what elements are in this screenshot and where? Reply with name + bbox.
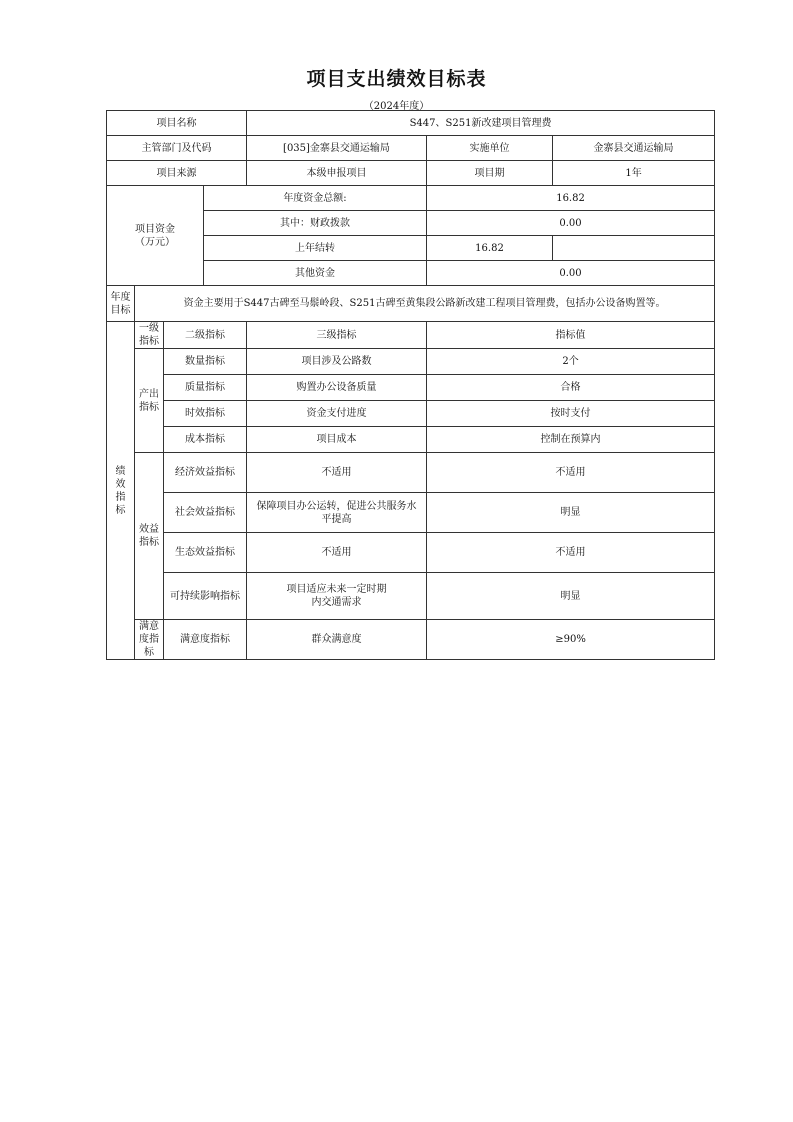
output-label-line2: 指标 bbox=[139, 401, 159, 413]
annual-goal-label-line2: 目标 bbox=[110, 304, 131, 316]
level2-cell: 可持续影响指标 bbox=[164, 573, 247, 620]
level2-cell: 满意度指标 bbox=[164, 620, 247, 660]
indicator-row bbox=[107, 375, 715, 401]
page-title: 项目支出绩效目标表 bbox=[306, 68, 487, 90]
annual-goal-label bbox=[107, 286, 135, 322]
level3-cell bbox=[247, 453, 427, 493]
funds-fiscal-value: 0.00 bbox=[427, 211, 715, 236]
level2-header: 二级指标 bbox=[164, 322, 247, 349]
benefit-indicator-label bbox=[135, 453, 164, 620]
impl-unit-label: 实施单位 bbox=[427, 136, 553, 161]
period-value: 1年 bbox=[553, 161, 715, 186]
level2-cell: 成本指标 bbox=[164, 427, 247, 453]
level3-cell: 项目涉及公路数 bbox=[247, 349, 427, 375]
impl-unit-value: 金寨县交通运输局 bbox=[553, 136, 715, 161]
level3-line1: 不适用 bbox=[321, 547, 352, 558]
fiscal-year: （2024年度） bbox=[363, 101, 430, 112]
level3-cell bbox=[247, 493, 427, 533]
level3-header: 三级指标 bbox=[247, 322, 427, 349]
level2-cell: 经济效益指标 bbox=[164, 453, 247, 493]
level2-cell: 数量指标 bbox=[164, 349, 247, 375]
level3-cell: 购置办公设备质量 bbox=[247, 375, 427, 401]
funds-carryover-value: 16.82 bbox=[427, 236, 553, 261]
indicator-row bbox=[107, 533, 715, 573]
satisfaction-indicator-label bbox=[135, 620, 164, 660]
value-cell: 合格 bbox=[427, 375, 715, 401]
value-cell: 不适用 bbox=[427, 453, 715, 493]
funds-other-value: 0.00 bbox=[427, 261, 715, 286]
indicator-row bbox=[107, 349, 715, 375]
value-cell: 控制在预算内 bbox=[427, 427, 715, 453]
funds-carryover-label: 上年结转 bbox=[204, 236, 427, 261]
perf-label-char-4: 标 bbox=[115, 504, 126, 516]
value-cell: 不适用 bbox=[427, 533, 715, 573]
perf-label-char-1: 绩 bbox=[115, 465, 126, 477]
annual-goal-text: 资金主要用于S447古碑至马鬃岭段、S251古碑至黄集段公路新改建工程项目管理费，包括办公设备购置等。 bbox=[135, 286, 715, 322]
annual-goal-row bbox=[107, 286, 715, 322]
level1-header-line1: 一级 bbox=[139, 323, 159, 334]
value-cell: 按时支付 bbox=[427, 401, 715, 427]
funds-total-value: 16.82 bbox=[427, 186, 715, 211]
department-label: 主管部门及代码 bbox=[107, 136, 247, 161]
funds-other-label: 其他资金 bbox=[204, 261, 427, 286]
project-funds-label-line1: 项目资金 bbox=[135, 223, 175, 235]
level2-cell: 时效指标 bbox=[164, 401, 247, 427]
level3-line1: 不适用 bbox=[321, 467, 352, 478]
satisfaction-label-line2: 度指 bbox=[139, 634, 159, 645]
benefit-label-line2: 指标 bbox=[139, 537, 159, 548]
satisfaction-label-line3: 标 bbox=[144, 647, 154, 658]
benefit-label-line1: 效益 bbox=[139, 524, 159, 535]
indicator-row bbox=[107, 493, 715, 533]
level1-header bbox=[135, 322, 164, 349]
level3-cell: 群众满意度 bbox=[247, 620, 427, 660]
performance-target-table bbox=[106, 110, 715, 660]
source-row bbox=[107, 161, 715, 186]
value-cell: 明显 bbox=[427, 493, 715, 533]
performance-indicator-label bbox=[107, 322, 135, 660]
department-row bbox=[107, 136, 715, 161]
satisfaction-row bbox=[107, 620, 715, 660]
annual-goal-label-line1: 年度 bbox=[110, 291, 131, 303]
output-indicator-label bbox=[135, 349, 164, 453]
indicator-row bbox=[107, 401, 715, 427]
period-label: 项目期 bbox=[427, 161, 553, 186]
funds-total-row bbox=[107, 186, 715, 211]
level3-cell: 资金支付进度 bbox=[247, 401, 427, 427]
source-value: 本级申报项目 bbox=[247, 161, 427, 186]
indicator-row bbox=[107, 427, 715, 453]
source-label: 项目来源 bbox=[107, 161, 247, 186]
value-cell: 2个 bbox=[427, 349, 715, 375]
project-funds-label-line2: （万元） bbox=[135, 236, 175, 248]
level2-cell: 社会效益指标 bbox=[164, 493, 247, 533]
level3-cell bbox=[247, 573, 427, 620]
indicator-header-row bbox=[107, 322, 715, 349]
level3-line1: 保障项目办公运转，促进公共服务水 bbox=[256, 500, 417, 512]
project-name-label: 项目名称 bbox=[107, 111, 247, 136]
project-name-value: S447、S251新改建项目管理费 bbox=[247, 111, 715, 136]
satisfaction-label-line1: 满意 bbox=[139, 621, 159, 632]
level3-line1: 项目适应未来一定时期 bbox=[286, 584, 387, 595]
indicator-row bbox=[107, 453, 715, 493]
level3-line2: 平提高 bbox=[321, 513, 352, 525]
funds-total-label: 年度资金总额: bbox=[204, 186, 427, 211]
level3-cell bbox=[247, 533, 427, 573]
indicator-row bbox=[107, 573, 715, 620]
perf-label-char-2: 效 bbox=[115, 478, 126, 490]
level2-cell: 生态效益指标 bbox=[164, 533, 247, 573]
level2-cell: 质量指标 bbox=[164, 375, 247, 401]
level3-cell: 项目成本 bbox=[247, 427, 427, 453]
value-header: 指标值 bbox=[427, 322, 715, 349]
project-name-row bbox=[107, 111, 715, 136]
value-cell: ≥90% bbox=[427, 620, 715, 660]
funds-fiscal-label: 其中：财政拨款 bbox=[204, 211, 427, 236]
value-cell: 明显 bbox=[427, 573, 715, 620]
level1-header-line2: 指标 bbox=[139, 336, 159, 347]
perf-label-char-3: 指 bbox=[115, 491, 126, 503]
output-label-line1: 产出 bbox=[139, 388, 159, 400]
project-funds-label bbox=[107, 186, 204, 286]
level3-line2: 内交通需求 bbox=[311, 597, 362, 608]
funds-carryover-spacer bbox=[553, 236, 715, 261]
department-value: [035]金寨县交通运输局 bbox=[247, 136, 427, 161]
